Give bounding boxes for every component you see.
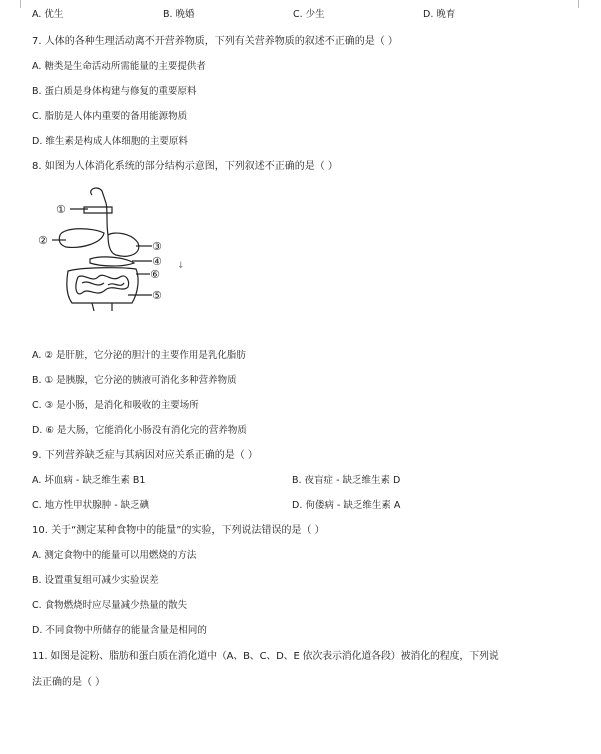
- q6-option-a: A. 优生: [32, 9, 64, 20]
- q10-option-b: B. 设置重复组可减少实验误差: [32, 575, 159, 586]
- q8-stem: 8. 如图为人体消化系统的部分结构示意图，下列叙述不正确的是（ ）: [32, 161, 338, 172]
- q8-option-c: C. ③ 是小肠，是消化和吸收的主要场所: [32, 400, 199, 411]
- page-corner-mark: [578, 0, 587, 8]
- paragraph-mark: ↓: [177, 261, 185, 271]
- digestive-system-figure: [32, 183, 192, 313]
- pancreas-shape: [90, 257, 134, 266]
- figure-label-3: ③: [152, 240, 162, 253]
- page-corner-mark: [12, 0, 21, 8]
- q10-option-c: C. 食物燃烧时应尽量减少热量的散失: [32, 600, 188, 611]
- q9-option-a: A. 坏血病 - 缺乏维生素 B1: [32, 475, 146, 486]
- figure-label-1: ①: [56, 203, 66, 216]
- q10-option-d: D. 不同食物中所储存的能量含量是相同的: [32, 625, 207, 636]
- large-intestine-shape: [67, 268, 138, 303]
- liver-shape: [59, 229, 104, 248]
- q9-option-c: C. 地方性甲状腺肿 - 缺乏碘: [32, 500, 150, 511]
- q7-option-d: D. 维生素是构成人体细胞的主要原料: [32, 136, 188, 147]
- rectum-shape: [92, 303, 112, 311]
- q7-stem: 7. 人体的各种生理活动离不开营养物质，下列有关营养物质的叙述不正确的是（ ）: [32, 36, 398, 47]
- q7-option-b: B. 蛋白质是身体构建与修复的重要原料: [32, 86, 197, 97]
- q11-stem-line-2: 法正确的是（ ）: [32, 677, 106, 688]
- q9-stem: 9. 下列营养缺乏症与其病因对应关系正确的是（ ）: [32, 450, 258, 461]
- q8-option-b: B. ① 是胰腺，它分泌的胰液可消化多种营养物质: [32, 375, 237, 386]
- q8-option-a: A. ② 是肝脏，它分泌的胆汁的主要作用是乳化脂肪: [32, 350, 246, 361]
- q9-option-b: B. 夜盲症 - 缺乏维生素 D: [292, 475, 401, 486]
- figure-label-4: ④: [152, 255, 162, 268]
- salivary-gland-shape: [84, 207, 112, 213]
- q10-stem: 10. 关于“测定某种食物中的能量”的实验，下列说法错误的是（ ）: [32, 525, 325, 536]
- q6-option-d: D. 晚育: [423, 9, 456, 20]
- q6-option-b: B. 晚婚: [163, 9, 195, 20]
- q10-option-a: A. 测定食物中的能量可以用燃烧的方法: [32, 550, 197, 561]
- q6-option-c: C. 少生: [293, 9, 325, 20]
- figure-label-6: ⑥: [150, 268, 160, 281]
- q7-option-c: C. 脂肪是人体内重要的备用能源物质: [32, 111, 188, 122]
- q11-stem-line-1: 11. 如图是淀粉、脂肪和蛋白质在消化道中（A、B、C、D、E 依次表示消化道各段）被消化的程度，下列说: [32, 651, 499, 662]
- q9-option-d: D. 佝偻病 - 缺乏维生素 A: [292, 500, 401, 511]
- figure-label-5: ⑤: [152, 289, 162, 302]
- esophagus-shape: [91, 188, 108, 235]
- q8-option-d: D. ⑥ 是大肠，它能消化小肠没有消化完的营养物质: [32, 425, 247, 436]
- small-intestine-coil: [82, 282, 124, 285]
- figure-label-2: ②: [38, 234, 48, 247]
- q7-option-a: A. 糖类是生命活动所需能量的主要提供者: [32, 61, 206, 72]
- stomach-shape: [108, 233, 139, 256]
